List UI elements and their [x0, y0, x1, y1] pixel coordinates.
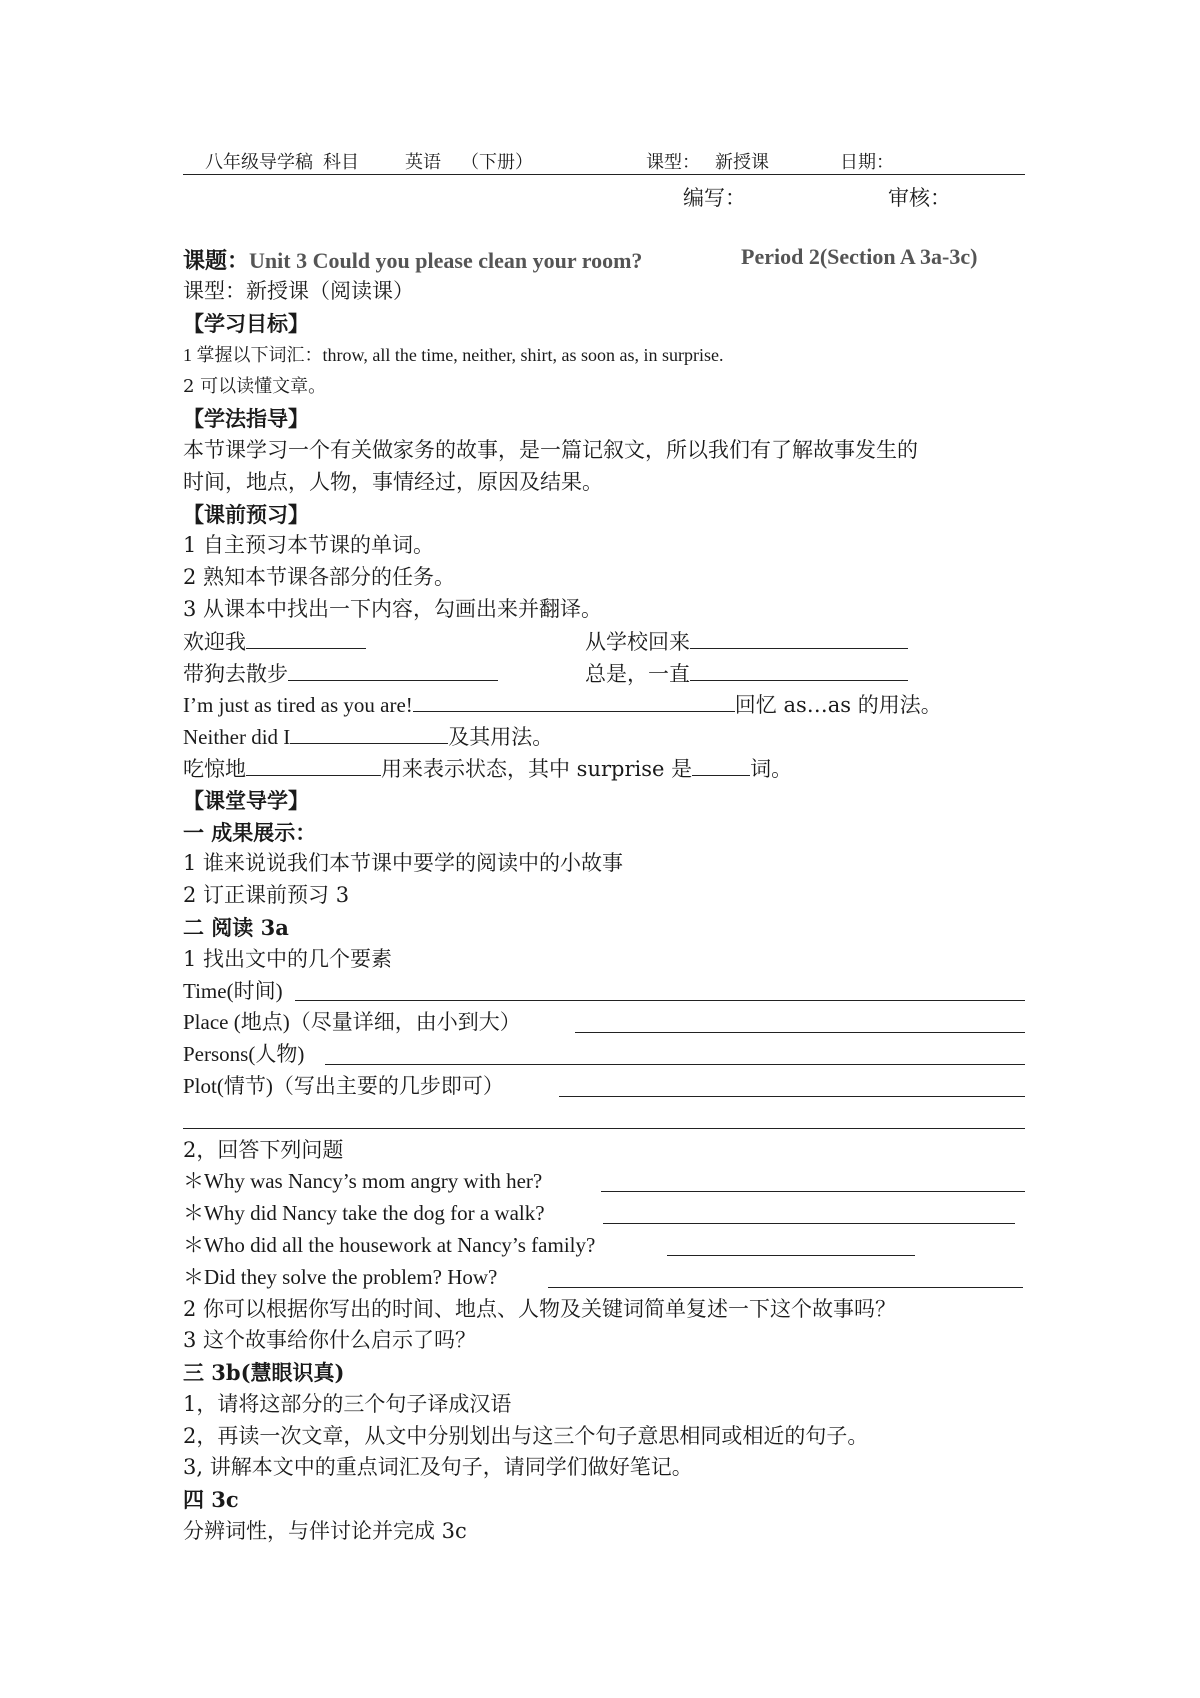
worksheet-body — [183, 276, 1025, 1548]
method-line: 时间，地点，人物，事情经过，原因及结果。 — [183, 469, 603, 494]
header-subject: 英语 — [405, 152, 441, 173]
answer-line[interactable] — [325, 1064, 1025, 1065]
method-line: 本节课学习一个有关做家务的故事，是一篇记叙文，所以我们有了解故事发生的 — [183, 437, 918, 462]
section-item: 3, 讲解本文中的重点词汇及句子，请同学们做好笔记。 — [183, 1455, 693, 1480]
answer-blank[interactable] — [690, 626, 908, 649]
element-field — [183, 1039, 1025, 1071]
preview-item: 2 熟知本节课各部分的任务。 — [183, 565, 456, 590]
answer-line[interactable] — [603, 1223, 1015, 1224]
question-row — [183, 1166, 1025, 1198]
goal-item: 1 掌握以下词汇：throw, all the time, neither, shirt, as soon as, in surprise. — [183, 344, 724, 365]
element-field — [183, 1071, 1025, 1103]
question-row — [183, 1230, 1025, 1262]
header-subject-label: 科目 — [323, 152, 359, 173]
title-label: 课题： — [183, 248, 250, 274]
translate-note: 用来表示状态，其中 surprise 是 — [381, 756, 693, 781]
answer-line[interactable] — [601, 1191, 1025, 1192]
answer-line[interactable] — [183, 1128, 1025, 1129]
preview-heading: 【课前预习】 — [183, 501, 309, 527]
field-label: Time(时间) — [183, 978, 283, 1003]
section-item: 2 你可以根据你写出的时间、地点、人物及关键词简单复述一下这个故事吗？ — [183, 1296, 897, 1321]
answer-blank[interactable] — [413, 689, 735, 712]
section-heading: 三 3b(慧眼识真) — [183, 1360, 345, 1386]
preview-item: 3 从课本中找出一下内容，勾画出来并翻译。 — [183, 596, 603, 621]
question-text: ＊Why did Nancy take the dog for a walk? — [183, 1201, 545, 1226]
title-period: Period 2(Section A 3a-3c) — [741, 244, 978, 269]
answer-line[interactable] — [575, 1032, 1025, 1033]
answer-line[interactable] — [559, 1096, 1025, 1097]
translate-note: 回忆 as…as 的用法。 — [734, 693, 942, 718]
title-unit: Unit 3 Could you please clean your room? — [249, 248, 643, 273]
element-field — [183, 1007, 1025, 1039]
translate-prompt: 吃惊地 — [183, 756, 246, 781]
lesson-title — [183, 244, 1025, 275]
section-item: 3 这个故事给你什么启示了吗？ — [183, 1328, 477, 1353]
header-bar — [183, 148, 1025, 175]
header-reviewer-label: 审核： — [888, 186, 951, 210]
translate-note: 词。 — [750, 756, 793, 781]
section-item: 1 找出文中的几个要素 — [183, 946, 393, 971]
translate-prompt: Neither did I — [183, 725, 291, 750]
section-item: 2 订正课前预习 3 — [183, 883, 350, 908]
answer-line[interactable] — [548, 1287, 1023, 1288]
element-field — [183, 1103, 1025, 1135]
answer-line[interactable] — [295, 1000, 1025, 1001]
element-field — [183, 976, 1025, 1008]
translate-prompt: I’m just as tired as you are! — [183, 693, 413, 718]
translate-row — [183, 689, 1025, 721]
field-label: Persons(人物) — [183, 1042, 305, 1067]
answer-blank[interactable] — [690, 658, 908, 681]
translate-prompt: 从学校回来 — [585, 629, 690, 654]
preview-item: 1 自主预习本节课的单词。 — [183, 533, 435, 558]
answer-blank[interactable] — [288, 658, 498, 681]
header-author-label: 编写： — [683, 186, 746, 210]
translate-row — [183, 721, 1025, 753]
classroom-heading: 【课堂导学】 — [183, 787, 309, 813]
answer-line[interactable] — [667, 1255, 915, 1256]
answer-blank[interactable] — [246, 626, 366, 649]
field-label: Plot(情节)（写出主要的几步即可） — [183, 1073, 504, 1098]
goal-item: 2 可以读懂文章。 — [183, 376, 327, 398]
section-item: 1，请将这部分的三个句子译成汉语 — [183, 1391, 512, 1416]
section-item: 2，再读一次文章，从文中分别划出与这三个句子意思相同或相近的句子。 — [183, 1423, 869, 1448]
section-item: 2，回答下列问题 — [183, 1137, 344, 1162]
question-text: ＊Did they solve the problem? How? — [183, 1264, 498, 1289]
translate-prompt: 总是，一直 — [585, 661, 690, 686]
method-heading: 【学法指导】 — [183, 406, 309, 432]
translate-pair — [585, 658, 908, 691]
header-type: 新授课 — [715, 152, 769, 173]
header-type-label: 课型： — [646, 152, 700, 173]
answer-blank[interactable] — [692, 753, 750, 776]
question-row — [183, 1262, 1025, 1294]
section-heading: 二 阅读 3a — [183, 914, 289, 940]
translate-pair — [585, 626, 908, 659]
translate-row — [183, 626, 1025, 658]
header-date-label: 日期： — [840, 152, 894, 173]
section-heading: 四 3c — [183, 1487, 239, 1513]
translate-prompt: 欢迎我 — [183, 629, 246, 654]
answer-blank[interactable] — [246, 753, 381, 776]
header-term: （下册） — [461, 152, 533, 173]
translate-note: 及其用法。 — [448, 725, 554, 750]
section-item: 分辨词性，与伴讨论并完成 3c — [183, 1519, 467, 1544]
translate-row — [183, 658, 1025, 690]
field-label: Place (地点)（尽量详细，由小到大） — [183, 1010, 521, 1035]
question-text: ＊Why was Nancy’s mom angry with her? — [183, 1169, 543, 1194]
header-grade: 八年级导学稿 — [205, 152, 313, 173]
answer-blank[interactable] — [290, 721, 448, 744]
translate-row — [183, 753, 1025, 785]
question-row — [183, 1198, 1025, 1230]
goals-heading: 【学习目标】 — [183, 310, 309, 336]
question-text: ＊Who did all the housework at Nancy’s family? — [183, 1232, 596, 1257]
section-item: 1 谁来说说我们本节课中要学的阅读中的小故事 — [183, 851, 624, 876]
section-heading: 一 成果展示： — [183, 819, 317, 845]
lesson-type: 课型：新授课（阅读课） — [183, 279, 414, 303]
translate-prompt: 带狗去散步 — [183, 661, 288, 686]
